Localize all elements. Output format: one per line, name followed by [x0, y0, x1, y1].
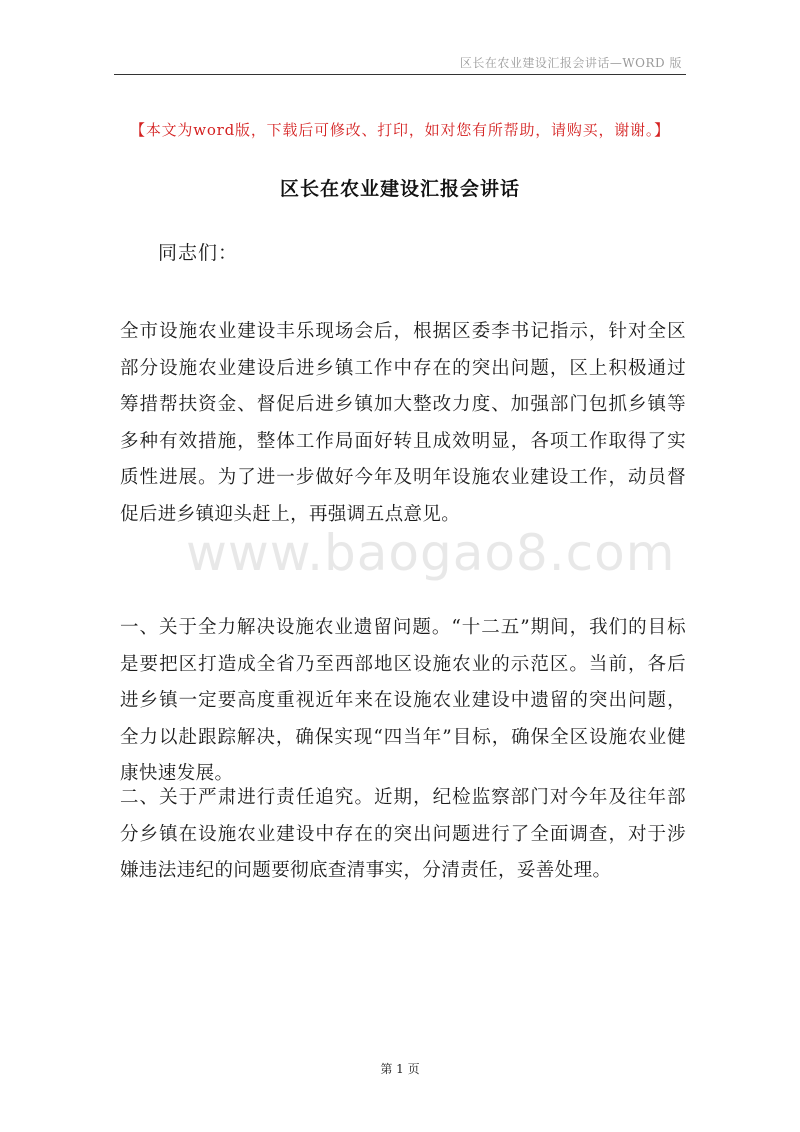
page-number: 第 1 页	[380, 1062, 420, 1076]
paragraph-point-one: 一、关于全力解决设施农业遗留问题。“十二五”期间，我们的目标是要把区打造成全省乃至西部地区设施农业的示范区。当前，各后进乡镇一定要高度重视近年来在设施农业建设中遗留的突出问题，全力以赴跟踪解决，确保实现“四当年”目标，确保全区设施农业健康快速发展。	[120, 617, 686, 785]
paragraph-point-two: 二、关于严肃进行责任追究。近期，纪检监察部门对今年及往年部分乡镇在设施农业建设中存在的突出问题进行了全面调查，对于涉嫌违法违纪的问题要彻底查清事实，分清责任，妥善处理。	[120, 787, 686, 882]
paragraph-intro: 全市设施农业建设丰乐现场会后，根据区委李书记指示，针对全区部分设施农业建设后进乡镇工作中存在的突出问题，区上积极通过筹措帮扶资金、督促后进乡镇加大整改力度、加强部门包抓乡镇等多种有效措施，整体工作局面好转且成效明显，各项工作取得了实质性进展。为了进一步做好今年及明年设施农业建设工作，动员督促后进乡镇迎头赶上，再强调五点意见。	[120, 321, 686, 525]
document-title: 区长在农业建设汇报会讲话	[279, 178, 520, 200]
header-divider	[114, 74, 686, 75]
purchase-notice: 【本文为word版，下载后可修改、打印，如对您有所帮助，请购买，谢谢。】	[130, 121, 670, 139]
greeting: 同志们：	[158, 242, 239, 264]
running-header: 区长在农业建设汇报会讲话—WORD 版	[459, 56, 682, 70]
watermark: www.baogao8.com	[186, 524, 676, 582]
